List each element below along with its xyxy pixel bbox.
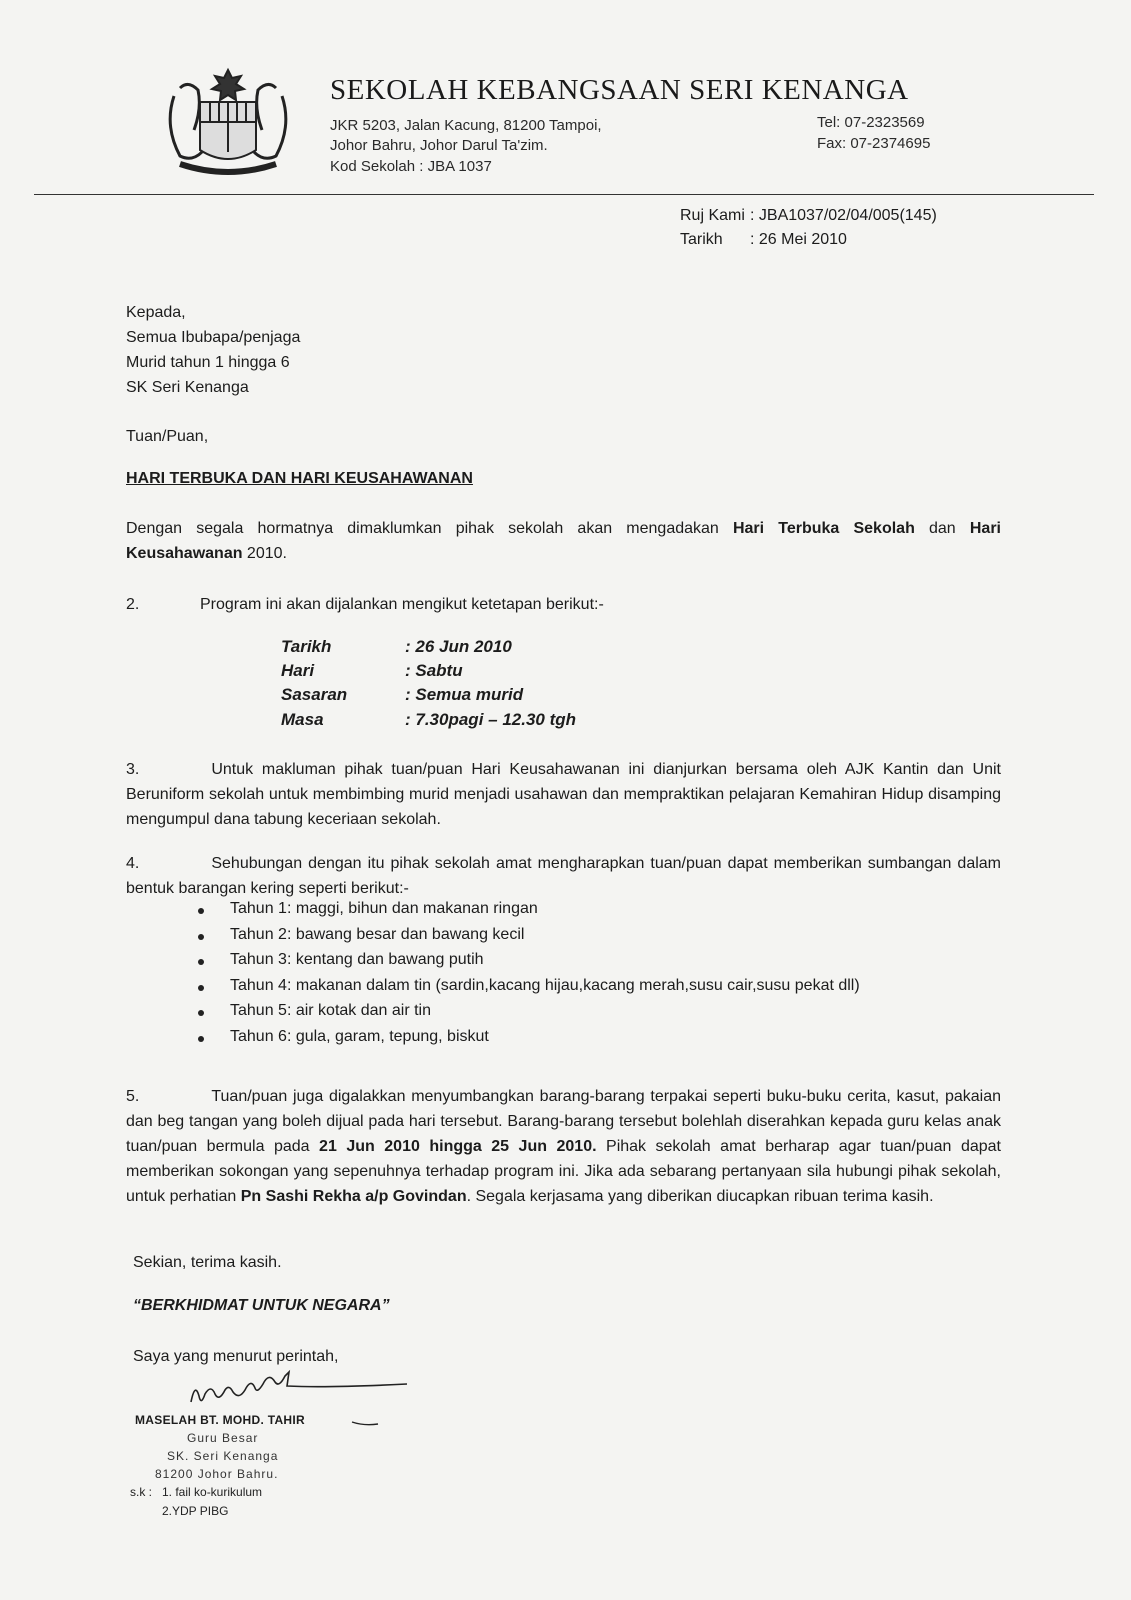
sk-item-2: 2.YDP PIBG	[162, 1504, 229, 1518]
list-item	[196, 926, 860, 952]
para4-number: 4.	[126, 855, 140, 872]
subject-heading: HARI TERBUKA DAN HARI KEUSAHAWANAN	[126, 470, 473, 487]
list-item	[196, 1028, 860, 1054]
list-item-text: Tahun 3: kentang dan bawang putih	[230, 951, 484, 968]
telephone: Tel: 07-2323569	[817, 114, 925, 131]
address-line-2: Johor Bahru, Johor Darul Ta'zim.	[330, 137, 548, 154]
list-item-text: Tahun 4: makanan dalam tin (sardin,kacang hijau,kacang merah,susu cair,susu pekat dll)	[230, 976, 860, 994]
recipient-line-4: SK Seri Kenanga	[126, 379, 249, 396]
address-line-1: JKR 5203, Jalan Kacung, 81200 Tampoi,	[330, 117, 602, 134]
bullet-icon	[198, 1036, 204, 1042]
bullet-icon	[198, 934, 204, 940]
list-item-text: Tahun 5: air kotak dan air tin	[230, 1002, 432, 1019]
para5-text-b: Pihak sekolah amat berharap agar tuan/puan dapat memberikan sokongan yang sepenuhnya terhadap program ini. Jika ada sebarang pertanyaan sila hubungi pihak sekolah, untuk perhatian	[126, 1138, 1001, 1205]
school-name: SEKOLAH KEBANGSAAN SERI KENANGA	[330, 74, 909, 106]
para5-text-c: . Segala kerjasama yang diberikan diucapkan ribuan terima kasih.	[466, 1188, 934, 1205]
dash-mark-icon	[350, 1418, 380, 1428]
list-item-text: Tahun 6: gula, garam, tepung, biskut	[230, 1027, 489, 1045]
para1-bold-b: Hari Keusahawanan	[126, 520, 1001, 562]
schedule-value-sasaran: : Semua murid	[405, 685, 524, 704]
sk-label: s.k :	[130, 1485, 153, 1499]
para1-text-b: dan	[914, 520, 970, 537]
paragraph-5	[126, 1084, 1001, 1209]
donation-list	[196, 900, 860, 1053]
para1-text-a: Dengan segala hormatnya dimaklumkan pihak sekolah akan mengadakan	[126, 520, 733, 537]
letterhead-divider	[34, 194, 1094, 195]
signatory-school: SK. Seri Kenanga	[167, 1449, 279, 1463]
para3-number: 3.	[126, 761, 140, 778]
bullet-icon	[198, 985, 204, 991]
list-item-text: Tahun 2: bawang besar dan bawang kecil	[230, 925, 525, 943]
recipient-line-3: Murid tahun 1 hingga 6	[126, 354, 290, 371]
malaysia-crest-icon	[160, 66, 296, 186]
tarikh-value: : 26 Mei 2010	[750, 231, 847, 248]
para5-text-a: Tuan/puan juga digalakkan menyumbangkan barang-barang terpakai seperti buku-buku cerita, kasut, pakaian dan beg tangan yang boleh dijual pada hari tersebut. Barang-barang tersebut bolehlah diserahkan kepada guru kelas anak tuan/puan bermula pada	[126, 1088, 1001, 1155]
paragraph-3	[126, 757, 1001, 832]
list-item-text: Tahun 1: maggi, bihun dan makanan ringan	[230, 900, 538, 917]
signatory-address: 81200 Johor Bahru.	[155, 1467, 279, 1481]
para4-text: Sehubungan dengan itu pihak sekolah amat mengharapkan tuan/puan dapat memberikan sumbangan dalam bentuk barangan kering seperti berikut:-	[126, 855, 1001, 897]
para2-number: 2.	[126, 596, 140, 613]
schedule-label-tarikh: Tarikh	[281, 637, 332, 656]
motto: “BERKHIDMAT UNTUK NEGARA”	[133, 1297, 390, 1314]
para5-number: 5.	[126, 1088, 140, 1105]
para1-text-c: 2010.	[242, 545, 287, 562]
tarikh-label: Tarikh	[680, 231, 723, 248]
schedule-label-masa: Masa	[281, 710, 324, 729]
bullet-icon	[198, 908, 204, 914]
schedule-label-hari: Hari	[281, 661, 315, 680]
schedule-value-tarikh: : 26 Jun 2010	[405, 637, 512, 656]
paragraph-4	[126, 851, 1001, 901]
list-item	[196, 977, 860, 1003]
signatory-name: MASELAH BT. MOHD. TAHIR	[135, 1413, 306, 1427]
recipient-block	[126, 300, 300, 400]
bullet-icon	[198, 1010, 204, 1016]
para5-bold-a: 21 Jun 2010 hingga 25 Jun 2010.	[319, 1138, 597, 1155]
signature-icon	[185, 1368, 415, 1414]
para2-text: Program ini akan dijalankan mengikut ketetapan berikut:-	[200, 596, 604, 613]
list-item	[196, 951, 860, 977]
paragraph-1	[126, 516, 1001, 566]
para1-bold-a: Hari Terbuka Sekolah	[732, 520, 915, 537]
list-item	[196, 900, 860, 926]
schedule-label-sasaran: Sasaran	[281, 685, 348, 704]
recipient-line-2: Semua Ibubapa/penjaga	[126, 329, 301, 346]
para5-bold-b: Pn Sashi Rekha a/p Govindan	[240, 1188, 467, 1205]
recipient-line-1: Kepada,	[126, 304, 186, 321]
school-code: Kod Sekolah : JBA 1037	[330, 158, 492, 175]
bullet-icon	[198, 959, 204, 965]
salutation: Tuan/Puan,	[126, 428, 209, 445]
closing: Sekian, terima kasih.	[133, 1254, 282, 1271]
ruj-label: Ruj Kami	[680, 207, 745, 224]
signatory-title: Guru Besar	[187, 1431, 259, 1445]
fax: Fax: 07-2374695	[817, 135, 931, 152]
list-item	[196, 1002, 860, 1028]
ruj-value: : JBA1037/02/04/005(145)	[750, 207, 937, 224]
sign-off: Saya yang menurut perintah,	[133, 1348, 339, 1365]
para3-text: Untuk makluman pihak tuan/puan Hari Keusahawanan ini dianjurkan bersama oleh AJK Kantin dan Unit Beruniform sekolah untuk membimbing murid menjadi usahawan dan mempraktikan pelajaran Kemahiran Hidup disamping mengumpul dana tabung keceriaan sekolah.	[126, 761, 1001, 828]
schedule-value-masa: : 7.30pagi – 12.30 tgh	[405, 710, 577, 729]
schedule-value-hari: : Sabtu	[405, 661, 463, 680]
sk-item-1: 1. fail ko-kurikulum	[162, 1485, 263, 1499]
